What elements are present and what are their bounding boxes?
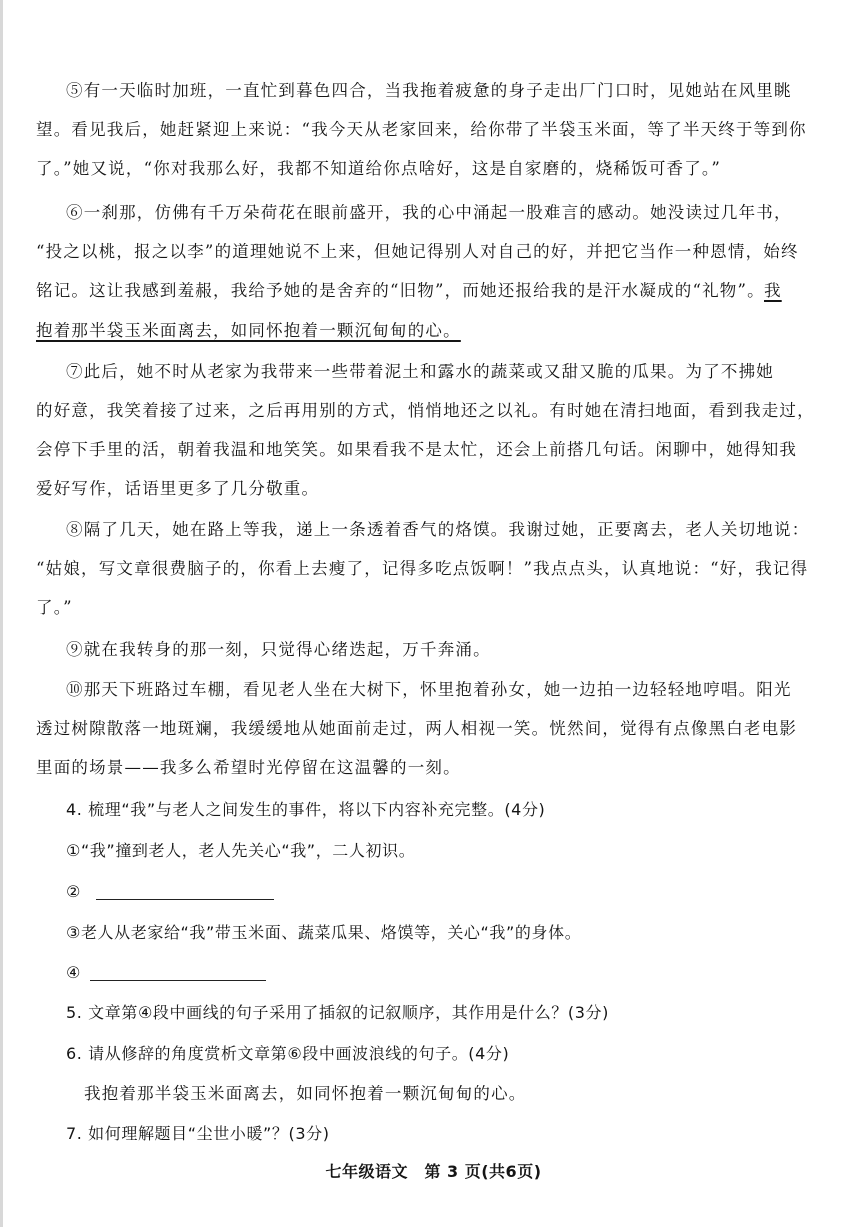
question-4-item-2-label: ② (66, 882, 81, 901)
question-4-item-4-label: ④ (66, 963, 81, 982)
passage-p7-line-4: 爱好写作，话语里更多了几分敬重。 (36, 479, 320, 498)
passage-p8-line-1: ⑧隔了几天，她在路上等我，递上一条透着香气的烙馍。我谢过她，正要离去，老人关切地说： (66, 520, 810, 539)
passage-p8-line-2: “姑娘，写文章很费脑子的，你看上去瘦了，记得多吃点饭啊！”我点点头，认真地说：“好，我记得 (36, 559, 809, 578)
passage-p6-underlined-start: 我 (764, 281, 782, 300)
passage-p6-line-3: 铭记。这让我感到羞赧，我给予她的是舍弃的“旧物”，而她还报给我的是汗水凝成的“礼物”。 (36, 281, 765, 300)
passage-p10-line-3: 里面的场景——我多么希望时光停留在这温馨的一刻。 (36, 758, 461, 777)
question-4-title: 4. 梳理“我”与老人之间发生的事件，将以下内容补充完整。(4分) (66, 800, 546, 819)
question-4-item-4-answer-blank[interactable] (90, 980, 266, 981)
passage-p9-line-1: ⑨就在我转身的那一刻，只觉得心绪迭起，万千奔涌。 (66, 640, 491, 659)
question-7: 7. 如何理解题目“尘世小暖”？(3分) (66, 1124, 330, 1143)
passage-p6-underlined-sentence: 抱着那半袋玉米面离去，如同怀抱着一颗沉甸甸的心。 (36, 321, 461, 340)
scan-left-edge (0, 0, 3, 1227)
question-5: 5. 文章第④段中画线的句子采用了插叙的记叙顺序，其作用是什么？(3分) (66, 1003, 609, 1022)
passage-p6-line-2: “投之以桃，报之以李”的道理她说不上来，但她记得别人对自己的好，并把它当作一种恩情，始终 (36, 242, 799, 261)
passage-p8-line-3: 了。” (36, 598, 73, 617)
passage-p7-line-1: ⑦此后，她不时从老家为我带来一些带着泥土和露水的蔬菜或又甜又脆的瓜果。为了不拂她 (66, 362, 774, 381)
passage-p7-line-2: 的好意，我笑着接了过来，之后再用别的方式，悄悄地还之以礼。有时她在清扫地面，看到我走过， (36, 401, 815, 420)
passage-p10-line-1: ⑩那天下班路过车棚，看见老人坐在大树下，怀里抱着孙女，她一边拍一边轻轻地哼唱。阳光 (66, 680, 792, 699)
passage-p5-line-1: ⑤有一天临时加班，一直忙到暮色四合，当我拖着疲惫的身子走出厂门口时，见她站在风里眺 (66, 81, 792, 100)
passage-p5-line-3: 了。”她又说，“你对我那么好，我都不知道给你点啥好，这是自家磨的，烧稀饭可香了。” (36, 159, 722, 178)
question-4-item-2-answer-blank[interactable] (96, 899, 274, 900)
question-6: 6. 请从修辞的角度赏析文章第⑥段中画波浪线的句子。(4分) (66, 1044, 510, 1063)
passage-p5-line-2: 望。看见我后，她赶紧迎上来说：“我今天从老家回来，给你带了半袋玉米面，等了半天终于等到你 (36, 120, 807, 139)
question-4-item-3: ③老人从老家给“我”带玉米面、蔬菜瓜果、烙馍等，关心“我”的身体。 (66, 923, 582, 942)
page-footer: 七年级语文 第 3 页(共6页) (325, 1162, 542, 1181)
question-4-item-1: ①“我”撞到老人，老人先关心“我”，二人初识。 (66, 841, 416, 860)
passage-p6-line-1: ⑥一刹那，仿佛有千万朵荷花在眼前盛开，我的心中涌起一股难言的感动。她没读过几年书， (66, 203, 792, 222)
passage-p10-line-2: 透过树隙散落一地斑斓，我缓缓地从她面前走过，两人相视一笑。恍然间，觉得有点像黑白老电影 (36, 719, 798, 738)
question-6-quoted-sentence: 我抱着那半袋玉米面离去，如同怀抱着一颗沉甸甸的心。 (84, 1084, 527, 1103)
passage-p7-line-3: 会停下手里的活，朝着我温和地笑笑。如果看我不是太忙，还会上前搭几句话。闲聊中，她得知我 (36, 440, 798, 459)
